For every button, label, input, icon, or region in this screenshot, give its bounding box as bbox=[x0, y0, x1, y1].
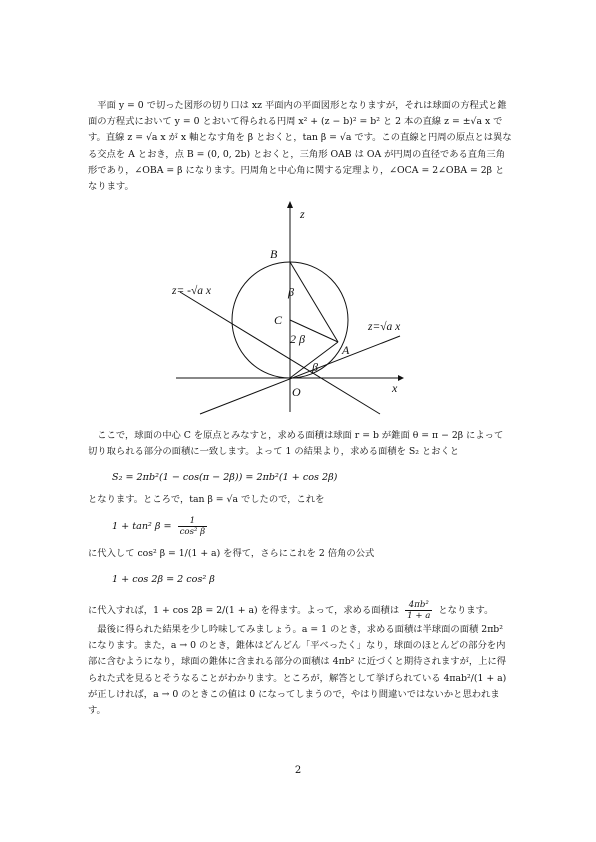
page-number: 2 bbox=[294, 765, 302, 776]
cross-section-figure bbox=[168, 196, 428, 416]
label-beta-top: β bbox=[288, 285, 294, 299]
fraction-denominator: cos² β bbox=[179, 527, 206, 537]
label-2beta: 2 β bbox=[290, 332, 305, 346]
paragraph-intersection: 平面 y = 0 で切った図形の切り口は xz 平面内の平面図形となりますが，それは球面の方程式と錐面の方程式において y = 0 とおいて得られる円周 x² + (z − b)² = b² と 2 本の直線 z = ±√a x です。直線 z = √a x が x 軸となす角を β とおくと，tan β = √a です。この直線と円周の原点とは異なる交点を A とおき，点 B = (0, 0, 2b) とおくと，三角形 OAB は OA が円周の直径である直角三角形であり，∠OBA = β になります。円周角と中心角に関する定理より，∠OCA = 2∠OBA = 2β となります。 bbox=[88, 100, 512, 193]
equation-tan-left: 1 + tan² β = bbox=[112, 521, 172, 532]
equation-tan-identity bbox=[112, 516, 210, 537]
result-numerator: 4πb² bbox=[405, 600, 432, 611]
label-x: x bbox=[392, 381, 398, 395]
label-line-left: z= -√a x bbox=[172, 285, 211, 297]
line-left bbox=[180, 292, 380, 414]
line-right bbox=[200, 336, 400, 414]
paragraph-cos-beta: に代入して cos² β = 1/(1 + a) を得て，さらにこれを 2 倍角の公式 bbox=[88, 548, 375, 559]
fraction-one-over-cos2 bbox=[178, 516, 208, 537]
paragraph-discussion: 最後に得られた結果を少し吟味してみましょう。a = 1 のとき，求める面積は半球面の面積 2πb² になります。また，a → 0 のとき，錐体はどんどん「平べったく」なり，球面のほとんどの部分を内部に含むようになり，球面の錐体に含まれる部分の面積は 4πb² に近づくと期待されますが，上に得られた式を見るとそうなることがわかります。ところが，解答として挙げられている 4πab²/(1 + a) が正しければ，a → 0 のときこの値は 0 になってしまうので，やはり間違いではないかと思われます。 bbox=[88, 624, 507, 717]
result-text-before: に代入すれば，1 + cos 2β = 2/(1 + a) を得ます。よって，求める面積は bbox=[88, 605, 400, 616]
equation-area-s2: S₂ = 2πb²(1 − cos(π − 2β)) = 2πb²(1 + cos 2β) bbox=[112, 472, 338, 483]
label-C: C bbox=[274, 313, 283, 327]
paragraph-tan-beta: となります。ところで，tan β = √a でしたので，これを bbox=[88, 494, 325, 505]
label-O: O bbox=[292, 385, 301, 399]
paragraph-center-origin: ここで，球面の中心 C を原点とみなすと，求める面積は球面 r = b が錐面 θ = π − 2β によって切り取られる部分の面積に一致します。よって 1 の結果より，求める面積を S₂ とおくと bbox=[88, 430, 504, 458]
label-B: B bbox=[270, 247, 278, 261]
result-denominator: 1 + a bbox=[407, 611, 431, 621]
x-axis-arrow bbox=[398, 375, 404, 381]
label-line-right: z=√a x bbox=[368, 321, 401, 333]
label-A: A bbox=[342, 343, 350, 357]
label-beta-bottom: β bbox=[312, 360, 318, 374]
equation-double-angle: 1 + cos 2β = 2 cos² β bbox=[112, 574, 215, 585]
paragraph-result bbox=[88, 600, 512, 621]
result-fraction bbox=[405, 600, 432, 621]
fraction-numerator: 1 bbox=[178, 516, 208, 527]
z-axis-arrow bbox=[287, 201, 293, 208]
label-z: z bbox=[300, 207, 305, 221]
result-text-after: となります。 bbox=[438, 605, 494, 616]
segment-BA bbox=[290, 262, 338, 342]
